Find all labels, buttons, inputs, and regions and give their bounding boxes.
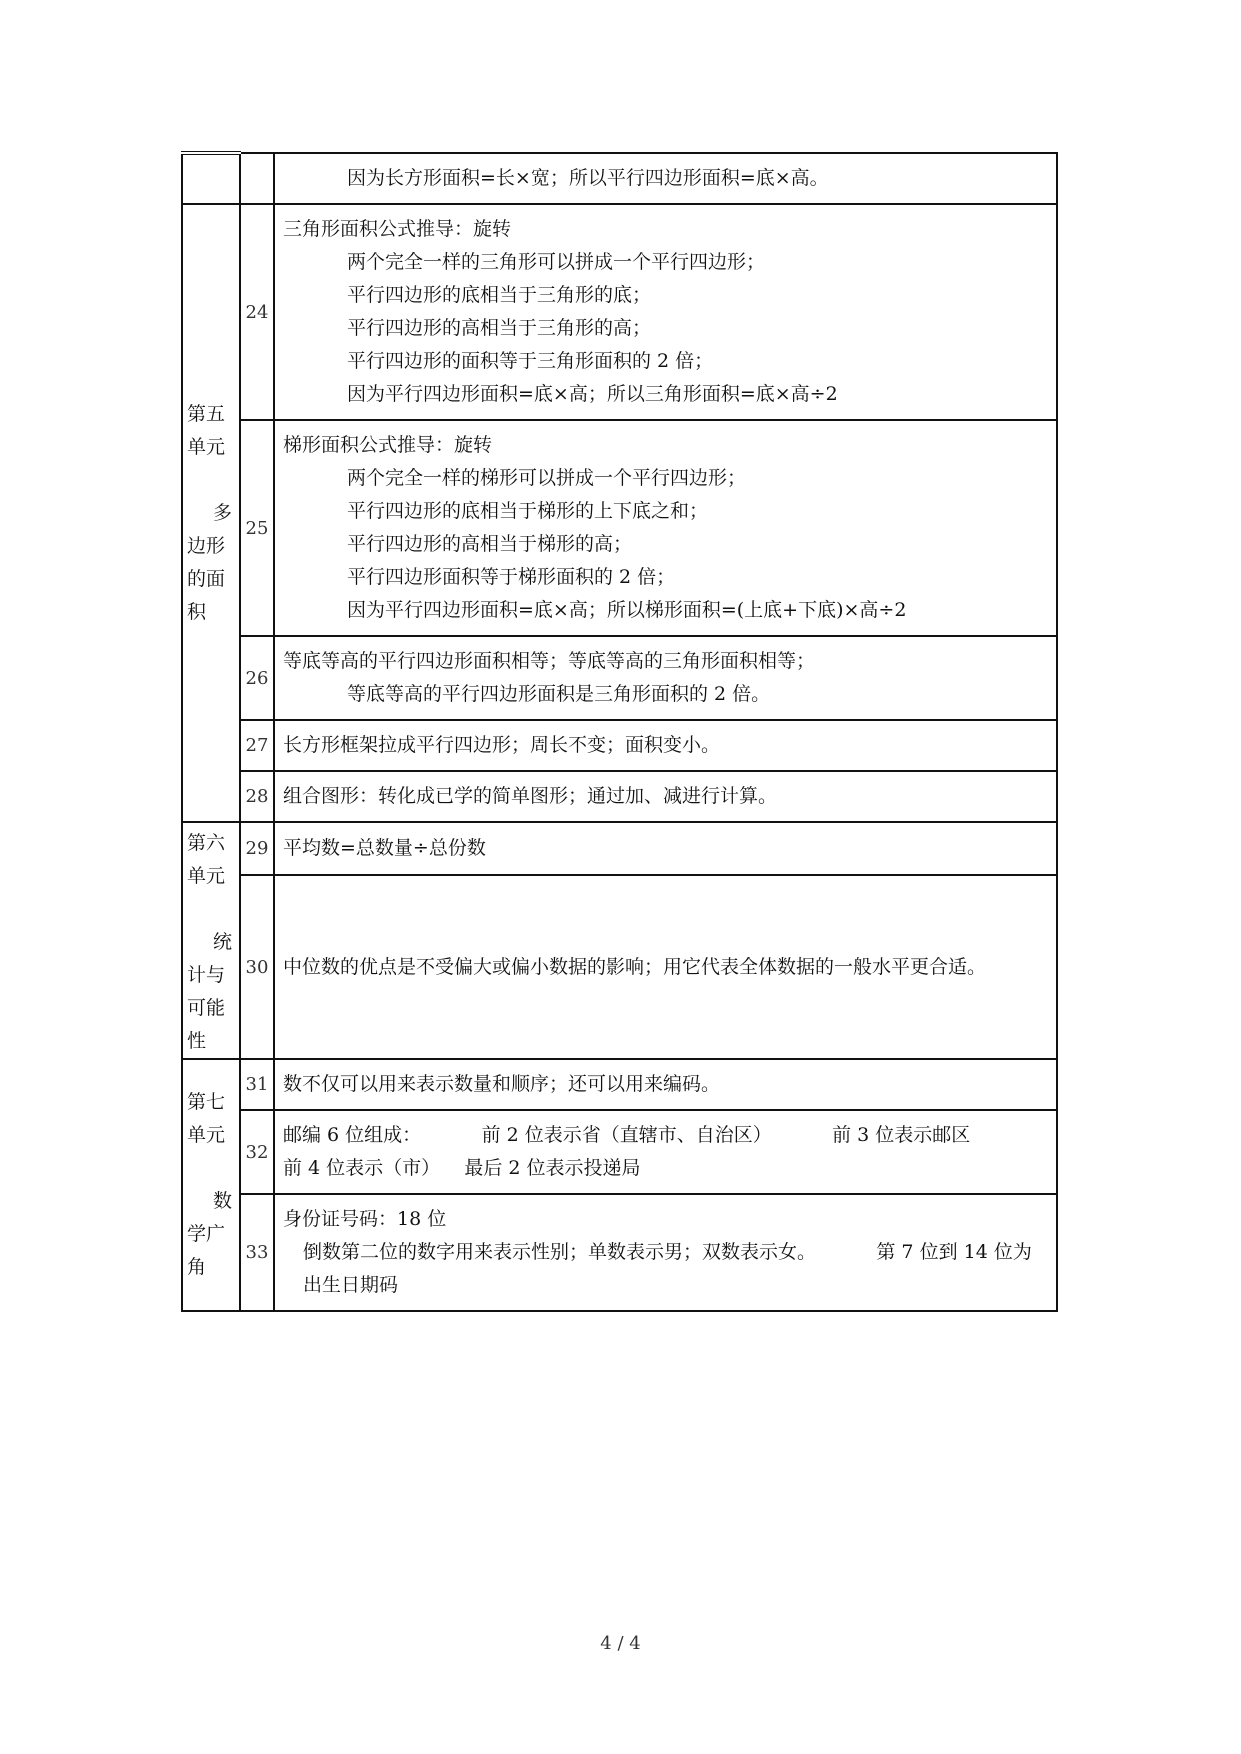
table-row: [182, 636, 1057, 720]
content-line: 梯形面积公式推导：旋转: [283, 434, 493, 456]
row-number: 30: [240, 875, 274, 1059]
row-content: [274, 1194, 1057, 1311]
table-row: [182, 720, 1057, 771]
table-row: [182, 204, 1057, 420]
row-content: [274, 1059, 1057, 1110]
unit-title: 数: [213, 1190, 233, 1212]
unit-label: 单元: [187, 865, 226, 887]
table-row: [182, 1110, 1057, 1194]
content-line: 平行四边形的高相当于三角形的高；: [347, 317, 652, 339]
content-line: 因为平行四边形面积=底×高；所以三角形面积=底×高÷2: [347, 383, 838, 405]
knowledge-table: [181, 151, 1058, 1312]
content-line: 平行四边形的高相当于梯形的高；: [347, 533, 633, 555]
unit-title: 学广: [187, 1223, 226, 1245]
row-number: 28: [240, 771, 274, 822]
unit-label: 单元: [187, 435, 226, 458]
unit-title: 计与: [187, 964, 226, 986]
content-line: 两个完全一样的梯形可以拼成一个平行四边形；: [347, 467, 747, 489]
unit-title: 角: [187, 1256, 207, 1278]
content-line: 平行四边形的面积等于三角形面积的 2 倍；: [347, 350, 714, 372]
row-number: 27: [240, 720, 274, 771]
row-number: 29: [240, 822, 274, 875]
row-content: [274, 1110, 1057, 1194]
row-content: [274, 720, 1057, 771]
row-number: 26: [240, 636, 274, 720]
unit-label: 第五: [187, 402, 226, 425]
content-line: 平行四边形的底相当于三角形的底；: [347, 284, 652, 306]
unit-title: 统: [213, 931, 233, 953]
content-line: 数不仅可以用来表示数量和顺序；还可以用来编码。: [283, 1073, 721, 1095]
content-line: 中位数的优点是不受偏大或偏小数据的影响；用它代表全体数据的一般水平更合适。: [283, 955, 987, 978]
table-row: [182, 153, 1057, 204]
content-line: 平行四边形的底相当于梯形的上下底之和；: [347, 500, 709, 522]
row-content: [274, 771, 1057, 822]
row-number: 25: [240, 420, 274, 636]
table-row: [182, 420, 1057, 636]
unit-cell-7: [182, 1059, 240, 1311]
row-content: [274, 822, 1057, 875]
row-number: 31: [240, 1059, 274, 1110]
table-row: [182, 875, 1057, 1059]
content-line: 平行四边形面积等于梯形面积的 2 倍；: [347, 566, 676, 588]
content-line: 身份证号码：18 位: [283, 1208, 447, 1230]
row-number: 32: [240, 1110, 274, 1194]
unit-cell-5: [182, 204, 240, 822]
table-row: [182, 822, 1057, 875]
row-number: [240, 153, 274, 204]
content-line: 组合图形：转化成已学的简单图形；通过加、减进行计算。: [283, 785, 778, 807]
table-row: [182, 771, 1057, 822]
unit-title: 可能: [187, 997, 226, 1019]
table-row: [182, 1194, 1057, 1311]
row-content: [274, 875, 1057, 1059]
unit-label: 第七: [187, 1091, 226, 1113]
unit-label: 单元: [187, 1124, 226, 1146]
row-content: [274, 636, 1057, 720]
unit-title: 性: [187, 1030, 207, 1052]
unit-cell-empty: [182, 153, 240, 204]
content-line: 两个完全一样的三角形可以拼成一个平行四边形；: [347, 251, 766, 273]
content-line: 因为平行四边形面积=底×高；所以梯形面积=(上底+下底)×高÷2: [347, 599, 907, 621]
row-content: [274, 153, 1057, 204]
content-line: 平均数=总数量÷总份数: [283, 837, 486, 860]
row-number: 24: [240, 204, 274, 420]
row-number: 33: [240, 1194, 274, 1311]
unit-title: 积: [187, 600, 207, 623]
content-line: 等底等高的平行四边形面积是三角形面积的 2 倍。: [347, 683, 771, 705]
content-line: 等底等高的平行四边形面积相等；等底等高的三角形面积相等；: [283, 650, 816, 672]
row-content: [274, 420, 1057, 636]
content-line: 倒数第二位的数字用来表示性别；单数表示男；双数表示女。 第 7 位到 14 位为出生日期码: [303, 1241, 1032, 1296]
content-line: 邮编 6 位组成： 前 2 位表示省（直辖市、自治区） 前 3 位表示邮区 前 4 位表示（市） 最后 2 位表示投递局: [283, 1124, 1031, 1179]
unit-title: 多: [213, 501, 233, 524]
unit-title: 边形: [187, 534, 226, 557]
table-row: [182, 1059, 1057, 1110]
content-line: 长方形框架拉成平行四边形；周长不变；面积变小。: [283, 734, 721, 756]
unit-title: 的面: [187, 567, 226, 590]
page-number: 4 / 4: [600, 1633, 641, 1654]
unit-label: 第六: [187, 832, 226, 854]
unit-cell-6: [182, 822, 240, 1059]
row-content: [274, 204, 1057, 420]
content-line: 三角形面积公式推导：旋转: [283, 218, 512, 240]
content-line: 因为长方形面积=长×宽；所以平行四边形面积=底×高。: [347, 167, 829, 189]
